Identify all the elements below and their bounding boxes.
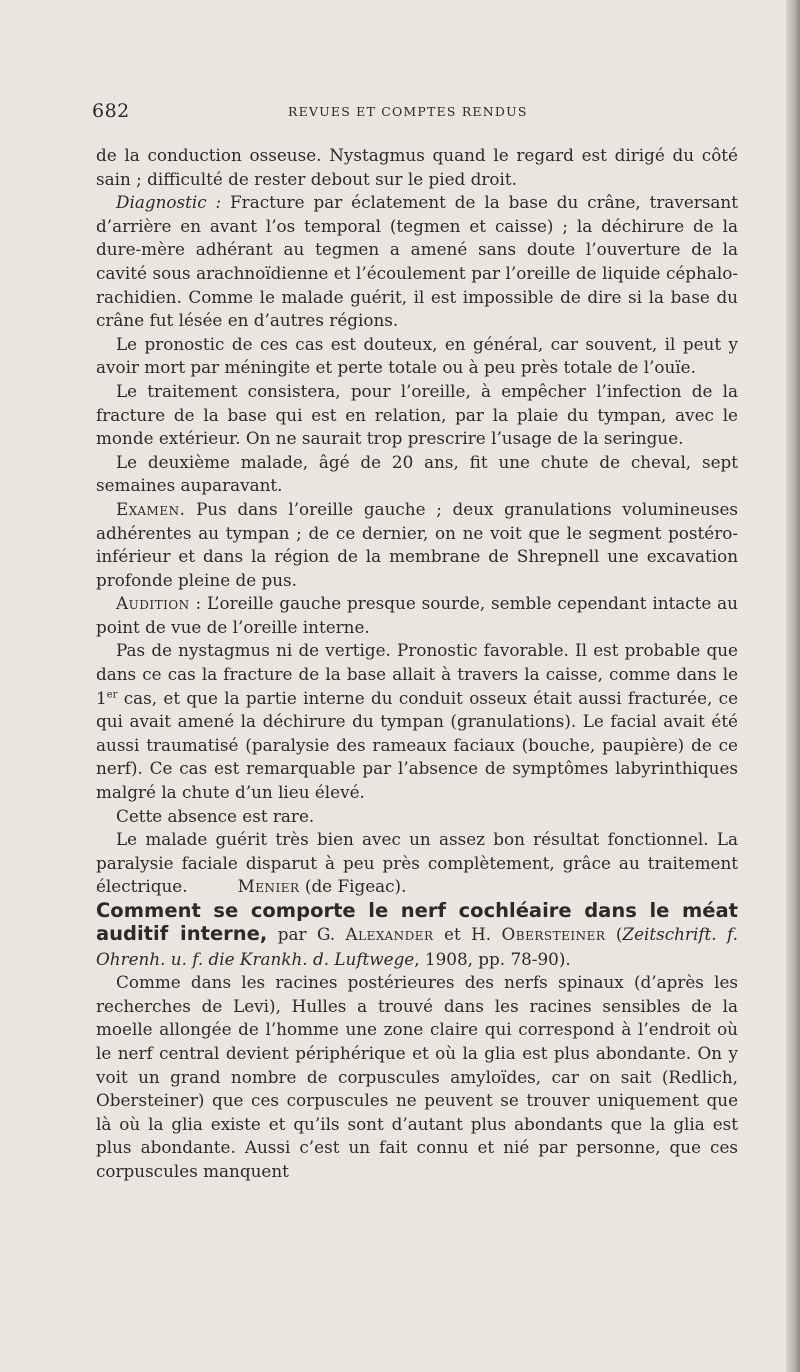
conclusion-text: Le malade guérit très bien avec un assez bon résultat fonctionnel. La paralysie faciale disparut à peu près complètement, grâce au traitement électrique. bbox=[96, 829, 738, 897]
examen-text: Pus dans l’oreille gauche ; deux granulations volumineuses adhérentes au tympan ; de ce dernier, on ne voit que le segment postéro-inférieur et dans la région de la membrane de Shrepnell une excavation profonde pleine de pus. bbox=[96, 498, 738, 590]
article-journal: Zeitschrift. f. Ohrenh. u. f. die Krankh. d. Luftwege bbox=[96, 924, 738, 969]
paragraph-audition bbox=[96, 592, 738, 639]
diagnostic-text: Fracture par éclatement de la base du crâne, traversant d’arrière en avant l’os temporal (tegmen et caisse) ; la déchirure de la dure-mère adhérant au tegmen a amené sans doute l’ouverture de la cavité sous arachnoïdienne et l’écoulement par l’oreille de liquide céphalo-rachidien. Comme le malade guérit, il est impossible de dire si la base du crâne fut lésée en d’autres régions. bbox=[96, 192, 738, 331]
running-head: REVUES ET COMPTES RENDUS bbox=[288, 104, 528, 119]
article-author-1: Alexander bbox=[345, 924, 434, 944]
article-ref-close: , 1908, pp. 78-90). bbox=[414, 948, 571, 969]
article-heading bbox=[96, 899, 738, 971]
paragraph-nystagmus bbox=[96, 639, 738, 804]
nystagmus-text-b: cas, et que la partie interne du conduit osseux était aussi fracturée, ce qui avait amené la déchirure du tympan (granulations). Le facial avait été aussi traumatisé (paralysie des rameaux faciaux (bouche, paupière) de ce nerf). Ce cas est remarquable par l’absence de symptômes labyrinthiques malgré la chute d’un lieu élevé. bbox=[96, 687, 738, 803]
paragraph-conclusion bbox=[96, 828, 738, 899]
paragraph-pronostic: Le pronostic de ces cas est douteux, en général, car souvent, il peut y avoir mort par méningite et perte totale ou à peu près totale de l’ouïe. bbox=[96, 333, 738, 378]
article-and: et H. bbox=[433, 924, 502, 944]
page-number: 682 bbox=[92, 100, 130, 122]
page-header bbox=[92, 100, 742, 130]
signature bbox=[218, 875, 407, 899]
page-edge-shadow bbox=[786, 0, 800, 1372]
paragraph-diagnostic bbox=[96, 191, 738, 333]
article-author-2: Obersteiner bbox=[501, 924, 606, 944]
page-body bbox=[96, 144, 738, 1184]
examen-label: Examen. bbox=[116, 498, 186, 519]
audition-label: Audition bbox=[116, 593, 190, 614]
article-by: par G. bbox=[267, 924, 346, 944]
paragraph-absence: Cette absence est rare. bbox=[116, 805, 315, 826]
audition-text: : L’oreille gauche presque sourde, semble cependant intacte au point de vue de l’oreille interne. bbox=[96, 593, 738, 637]
nystagmus-text-a: Pas de nystagmus ni de vertige. Pronostic favorable. Il est probable que dans ce cas la fracture de la base allait à travers la caisse, comme dans le 1 bbox=[96, 640, 738, 708]
paragraph-examen bbox=[96, 498, 738, 592]
paragraph-second-patient: Le deuxième malade, âgé de 20 ans, fit une chute de cheval, sept semaines auparavant. bbox=[96, 451, 738, 496]
paragraph-traitement: Le traitement consistera, pour l’oreille, à empêcher l’infection de la fracture de la base qui est en relation, par la plaie du tympan, avec le monde extérieur. On ne saurait trop prescrire l’usage de la seringue. bbox=[96, 380, 738, 449]
diagnostic-label: Diagnostic : bbox=[116, 192, 222, 213]
superscript-er: er bbox=[106, 689, 118, 701]
article-title: Comment se comporte le nerf cochléaire dans le méat auditif interne, bbox=[96, 899, 738, 945]
signature-name: Menier bbox=[237, 876, 300, 897]
signature-place: (de Figeac). bbox=[299, 876, 407, 897]
article-ref-open: ( bbox=[605, 924, 623, 944]
article-body: Comme dans les racines postérieures des nerfs spinaux (d’après les recherches de Levi), Hulles a trouvé dans les racines sensibles de la moelle allongée de l’homme une zone claire qui correspond à l’endroit où le nerf central devient périphérique et où la glia est plus abondante. On y voit un grand nombre de corpuscules amyloïdes, car on sait (Redlich, Obersteiner) que ces corpuscules ne peuvent se trouver uniquement que là où la glia existe et qu’ils sont d’autant plus abondants que la glia est plus abondante. Aussi c’est un fait connu et nié par personne, que ces corpuscules manquent bbox=[96, 972, 738, 1181]
paragraph-1: de la conduction osseuse. Nystagmus quand le regard est dirigé du côté sain ; difficulté de rester debout sur le pied droit. bbox=[96, 145, 738, 189]
